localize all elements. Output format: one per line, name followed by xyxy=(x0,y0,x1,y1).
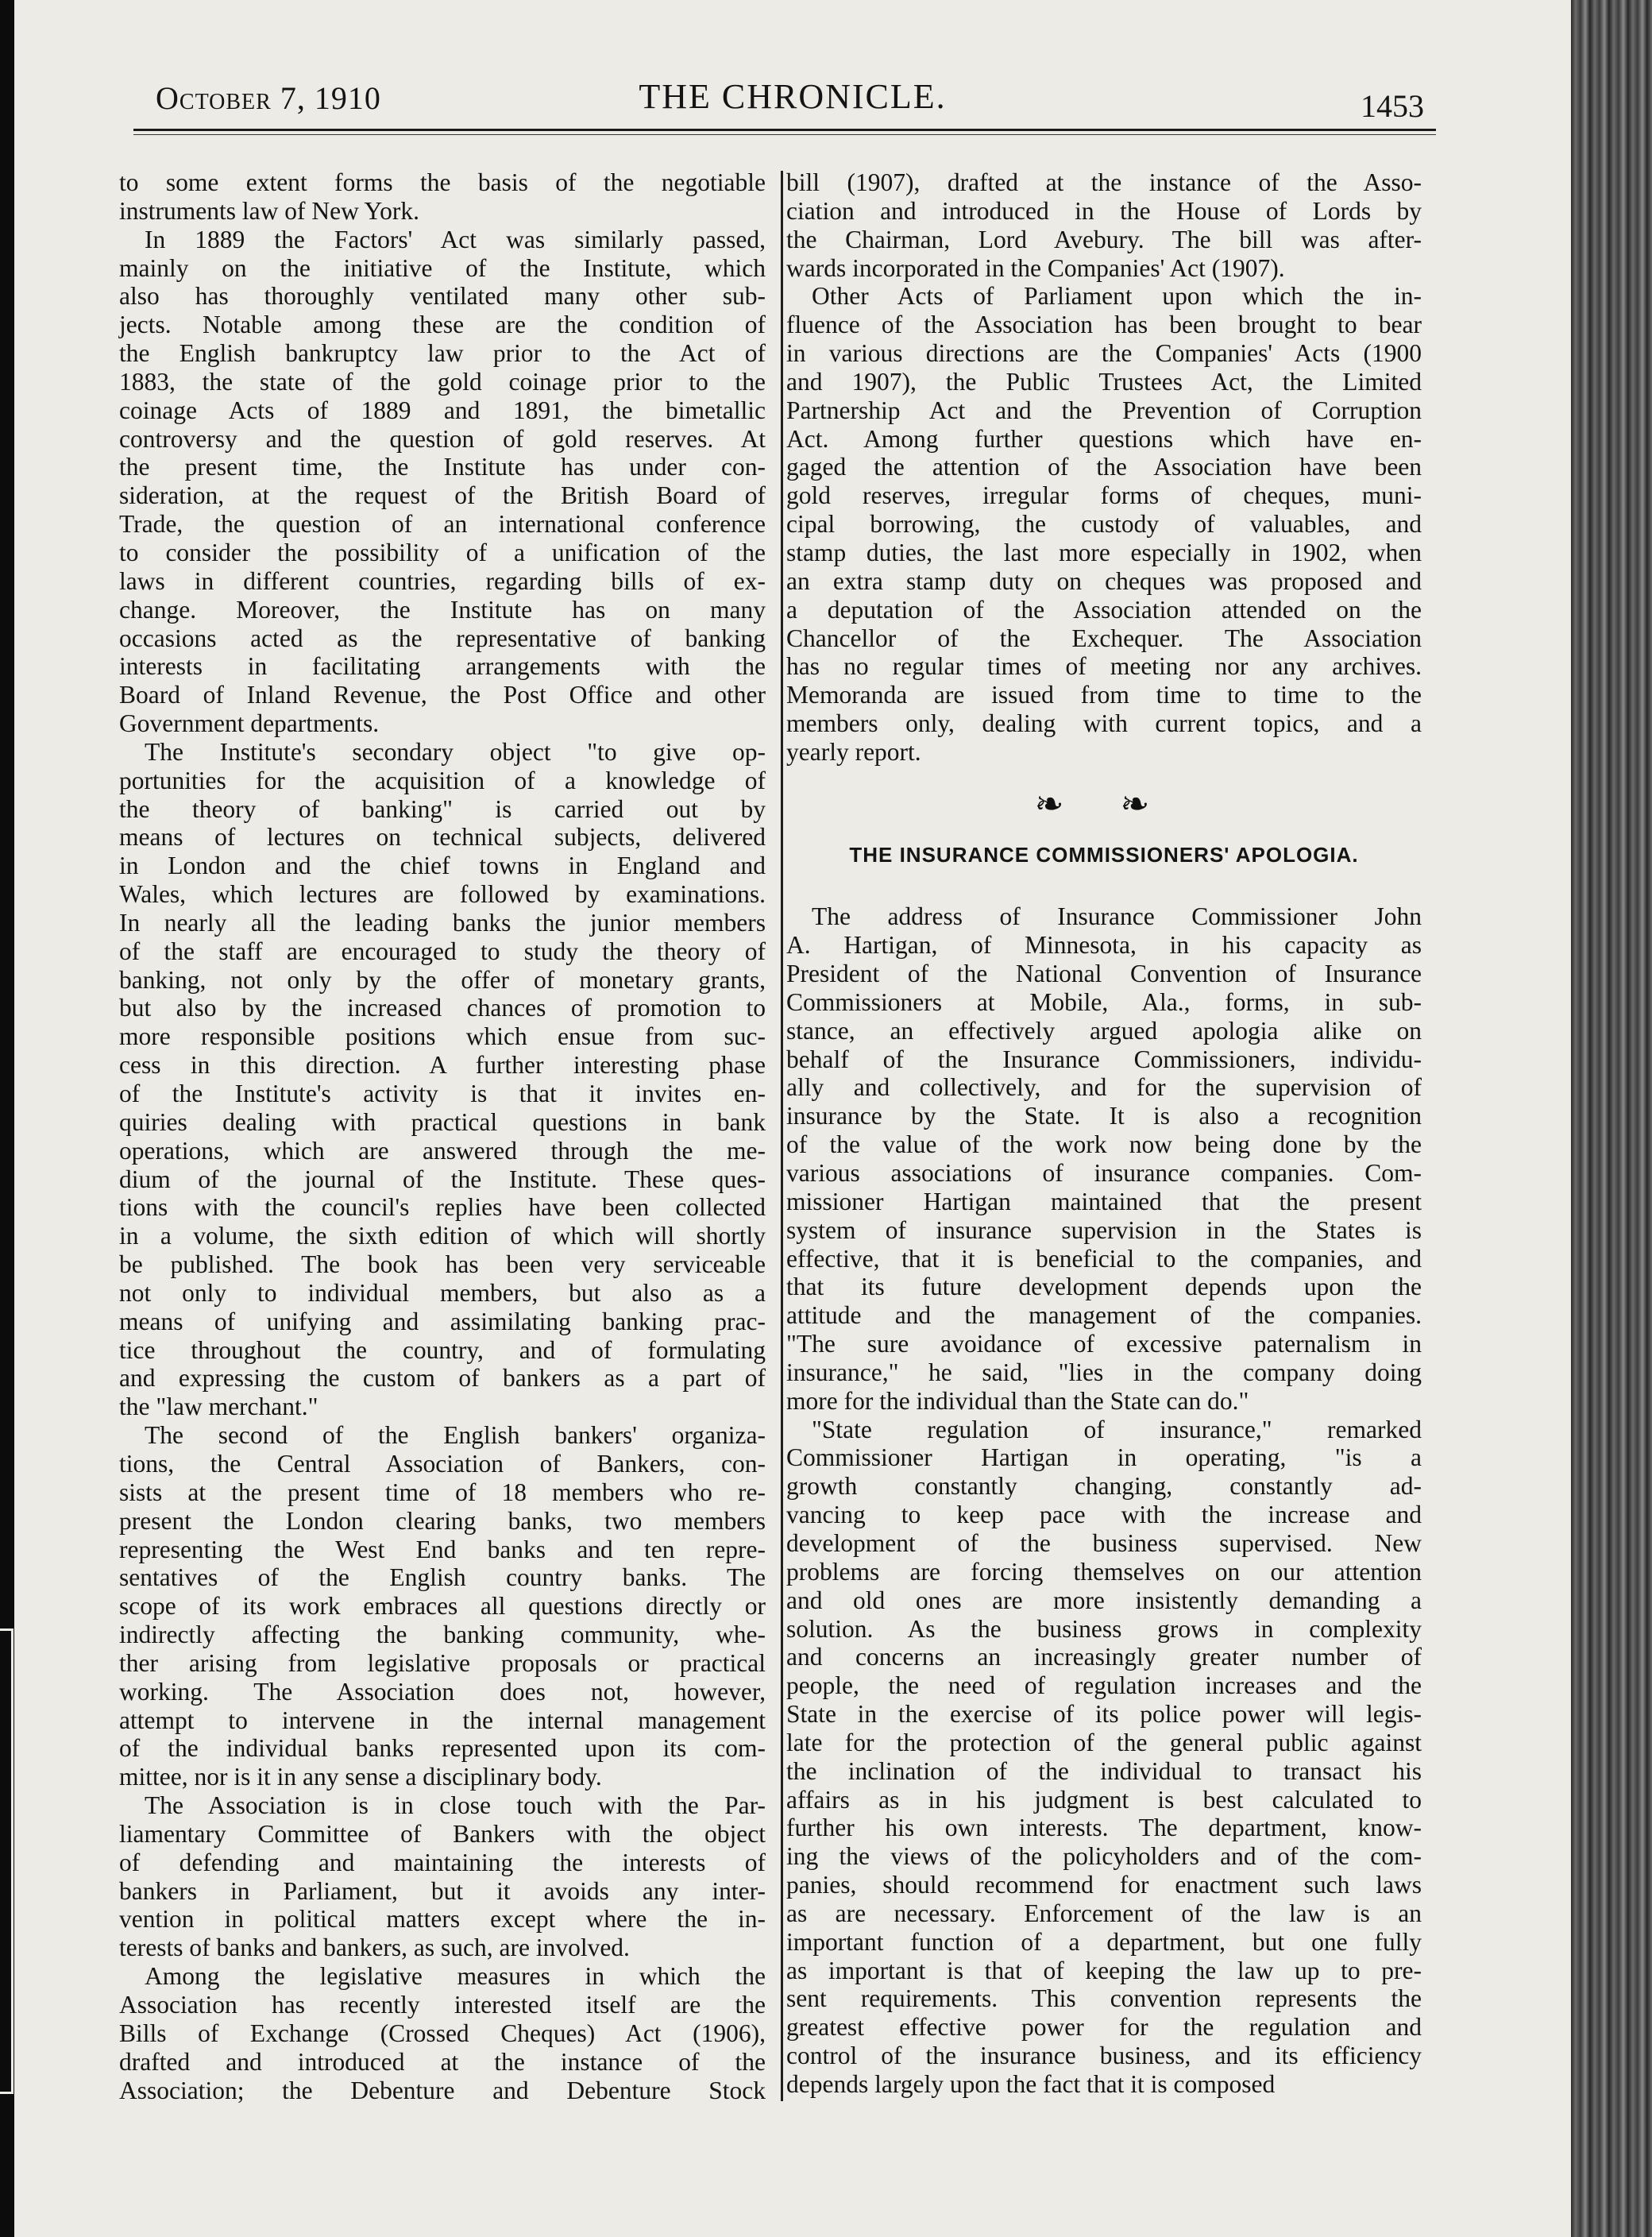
text-line: liamentary Committee of Bankers with the object xyxy=(119,1819,766,1848)
text-line: mittee, nor is it in any sense a disciplinary body. xyxy=(119,1763,602,1791)
text-line: sentatives of the English country banks. The xyxy=(119,1563,766,1592)
text-line: members only, dealing with current topics, and a xyxy=(786,709,1422,738)
article-continuation xyxy=(786,168,1422,767)
text-line: the theory of banking" is carried out by xyxy=(119,794,766,823)
right-column xyxy=(786,168,1422,2099)
text-line: various associations of insurance companies. Com- xyxy=(786,1159,1422,1187)
text-line: further his own interests. The department, know- xyxy=(786,1814,1422,1842)
text-line: working. The Association does not, however, xyxy=(119,1677,766,1706)
text-line: bill (1907), drafted at the instance of the Asso- xyxy=(786,168,1422,196)
text-line: to some extent forms the basis of the negotiable xyxy=(119,168,766,196)
text-line: more responsible positions which ensue from suc- xyxy=(119,1022,766,1051)
text-line: occasions acted as the representative of banking xyxy=(119,624,766,652)
text-line: In nearly all the leading banks the junior members xyxy=(119,908,766,937)
text-line: depends largely upon the fact that it is composed xyxy=(786,2070,1276,2098)
text-line: and old ones are more insistently demanding a xyxy=(786,1586,1422,1614)
text-line: instruments law of New York. xyxy=(119,196,419,225)
text-line: mainly on the initiative of the Institute, which xyxy=(119,253,766,282)
text-line: terests of banks and bankers, as such, are involved. xyxy=(119,1934,630,1962)
header-rule xyxy=(133,129,1436,131)
text-line: effective, that it is beneficial to the companies, and xyxy=(786,1244,1422,1273)
text-line: State in the exercise of its police power will legis- xyxy=(786,1700,1422,1729)
text-line: development of the business supervised. New xyxy=(786,1528,1422,1557)
text-line: affairs as in his judgment is best calculated to xyxy=(786,1785,1422,1814)
text-line: in a volume, the sixth edition of which will shortly xyxy=(119,1222,766,1250)
text-line: drafted and introduced at the instance of the xyxy=(119,2047,766,2076)
text-line: Wales, which lectures are followed by examinations. xyxy=(119,880,766,909)
text-line: interests in facilitating arrangements with the xyxy=(119,652,766,681)
text-line: behalf of the Insurance Commissioners, individu- xyxy=(786,1045,1422,1073)
text-line: Chancellor of the Exchequer. The Association xyxy=(786,624,1422,652)
text-line: The Institute's secondary object "to give op- xyxy=(145,737,766,766)
text-line: In 1889 the Factors' Act was similarly passed, xyxy=(145,225,766,253)
text-line: and expressing the custom of bankers as a part of xyxy=(119,1364,766,1393)
book-spine xyxy=(1571,0,1652,2237)
text-line: missioner Hartigan maintained that the present xyxy=(786,1187,1422,1215)
text-line: stamp duties, the last more especially in 1902, when xyxy=(786,538,1422,566)
text-line: fluence of the Association has been brought to bear xyxy=(786,311,1422,339)
text-line: Among the legislative measures in which the xyxy=(145,1962,766,1991)
text-line: the English bankruptcy law prior to the Act of xyxy=(119,339,766,368)
text-line: the present time, the Institute has under con- xyxy=(119,453,766,481)
text-line: insurance," he said, "lies in the company doing xyxy=(786,1358,1422,1386)
text-line: a deputation of the Association attended on the xyxy=(786,595,1422,624)
text-line: control of the insurance business, and its efficiency xyxy=(786,2042,1422,2070)
text-line: tice throughout the country, and of formulating xyxy=(119,1335,766,1364)
text-line: yearly report. xyxy=(786,737,921,766)
text-line: A. Hartigan, of Minnesota, in his capacity as xyxy=(786,931,1422,960)
text-line: cess in this direction. A further interesting phase xyxy=(119,1051,766,1080)
text-line: insurance by the State. It is also a recognition xyxy=(786,1102,1422,1130)
text-line: The address of Insurance Commissioner John xyxy=(812,902,1422,931)
text-line: late for the protection of the general public against xyxy=(786,1728,1422,1756)
text-line: ally and collectively, and for the supervision of xyxy=(786,1073,1422,1102)
newspaper-page xyxy=(14,0,1571,2237)
text-line: has no regular times of meeting nor any archives. xyxy=(786,652,1422,681)
text-line: controversy and the question of gold reserves. At xyxy=(119,424,766,453)
text-line: means of lectures on technical subjects, delivered xyxy=(119,823,766,852)
text-line: tions, the Central Association of Bankers, con- xyxy=(119,1449,766,1478)
text-line: Commissioners at Mobile, Ala., forms, in sub- xyxy=(786,987,1422,1016)
text-line: Bills of Exchange (Crossed Cheques) Act (1906), xyxy=(119,2019,766,2047)
text-line: banking, not only by the offer of monetary grants, xyxy=(119,965,766,994)
text-line: an extra stamp duty on cheques was proposed and xyxy=(786,566,1422,595)
text-line: representing the West End banks and ten repre- xyxy=(119,1535,766,1563)
text-line: and 1907), the Public Trustees Act, the Limited xyxy=(786,367,1422,396)
text-line: scope of its work embraces all questions directly or xyxy=(119,1592,766,1621)
text-line: of the individual banks represented upon its com- xyxy=(119,1734,766,1763)
text-line: wards incorporated in the Companies' Act (1907). xyxy=(786,253,1285,282)
text-line: of the Institute's activity is that it invites en- xyxy=(119,1080,766,1107)
text-line: problems are forcing themselves on our attention xyxy=(786,1557,1422,1586)
text-line: cipal borrowing, the custody of valuables, and xyxy=(786,510,1422,539)
text-line: also has thoroughly ventilated many other sub- xyxy=(119,282,766,311)
text-line: in various directions are the Companies' Acts (1900 xyxy=(786,339,1422,368)
text-line: Government departments. xyxy=(119,709,380,738)
publication-title: THE CHRONICLE. xyxy=(639,77,947,116)
left-column xyxy=(119,168,766,2104)
text-line: the inclination of the individual to transact his xyxy=(786,1756,1422,1785)
text-line: of the staff are encouraged to study the theory of xyxy=(119,937,766,965)
text-line: gold reserves, irregular forms of cheques, muni- xyxy=(786,481,1422,510)
text-line: and concerns an increasingly greater number of xyxy=(786,1643,1422,1671)
page-edge-mark xyxy=(0,1628,14,2094)
page-header xyxy=(14,76,1571,124)
text-line: portunities for the acquisition of a knowledge of xyxy=(119,766,766,794)
text-line: in London and the chief towns in England and xyxy=(119,852,766,880)
text-line: that its future development depends upon the xyxy=(786,1273,1422,1301)
section-ornament: ❧ ❧ xyxy=(1034,784,1174,824)
text-line: people, the need of regulation increases and the xyxy=(786,1671,1422,1700)
text-line: bankers in Parliament, but it avoids any inter- xyxy=(119,1876,766,1905)
text-line: Partnership Act and the Prevention of Corruption xyxy=(786,396,1422,424)
text-line: to consider the possibility of a unification of the xyxy=(119,538,766,566)
text-line: attempt to intervene in the internal management xyxy=(119,1706,766,1734)
text-line: means of unifying and assimilating banking prac- xyxy=(119,1307,766,1335)
article-title: THE INSURANCE COMMISSIONERS' APOLOGIA. xyxy=(849,842,1359,867)
text-line: Act. Among further questions which have en- xyxy=(786,424,1422,453)
text-line: growth constantly changing, constantly ad- xyxy=(786,1472,1422,1501)
text-line: coinage Acts of 1889 and 1891, the bimetallic xyxy=(119,396,766,424)
text-line: as are necessary. Enforcement of the law is an xyxy=(786,1899,1422,1927)
text-line: not only to individual members, but also as a xyxy=(119,1278,766,1307)
text-line: Board of Inland Revenue, the Post Office and other xyxy=(119,681,766,709)
text-line: jects. Notable among these are the condition of xyxy=(119,311,766,339)
text-line: but also by the increased chances of promotion to xyxy=(119,994,766,1022)
text-line: attitude and the management of the companies. xyxy=(786,1301,1422,1330)
text-line: sists at the present time of 18 members who re- xyxy=(119,1478,766,1506)
issue-date: October 7, 1910 xyxy=(156,80,381,116)
article-body xyxy=(786,902,1422,2098)
text-line: tions with the council's replies have been collected xyxy=(119,1193,766,1222)
text-line: more for the individual than the State can do." xyxy=(786,1386,1249,1415)
text-line: greatest effective power for the regulation and xyxy=(786,2013,1422,2042)
text-line: important function of a department, but one fully xyxy=(786,1927,1422,1956)
text-line: The Association is in close touch with the Par- xyxy=(145,1791,766,1820)
column-divider xyxy=(781,171,783,2101)
text-line: ciation and introduced in the House of Lords by xyxy=(786,196,1422,225)
text-line: panies, should recommend for enactment such laws xyxy=(786,1871,1422,1899)
text-line: sideration, at the request of the British Board of xyxy=(119,481,766,510)
text-line: "The sure avoidance of excessive paternalism in xyxy=(786,1330,1422,1358)
header-rule-thin xyxy=(133,134,1436,135)
text-line: vention in political matters except where the in- xyxy=(119,1905,766,1934)
text-line: "State regulation of insurance," remarked xyxy=(812,1415,1422,1443)
text-line: of the value of the work now being done by the xyxy=(786,1130,1422,1159)
text-line: operations, which are answered through the me- xyxy=(119,1136,766,1165)
text-line: ther arising from legislative proposals or practical xyxy=(119,1648,766,1677)
text-line: laws in different countries, regarding bills of ex- xyxy=(119,566,766,595)
text-line: The second of the English bankers' organiza- xyxy=(145,1421,766,1450)
text-line: indirectly affecting the banking community, whe- xyxy=(119,1621,766,1649)
text-line: be published. The book has been very serviceable xyxy=(119,1250,766,1279)
text-line: stance, an effectively argued apologia alike on xyxy=(786,1016,1422,1045)
text-line: quiries dealing with practical questions in bank xyxy=(119,1107,766,1136)
text-line: of defending and maintaining the interests of xyxy=(119,1848,766,1876)
text-line: the Chairman, Lord Avebury. The bill was after- xyxy=(786,225,1422,253)
text-line: 1883, the state of the gold coinage prior to the xyxy=(119,367,766,396)
text-line: Commissioner Hartigan in operating, "is a xyxy=(786,1443,1422,1472)
text-line: Other Acts of Parliament upon which the in- xyxy=(812,282,1422,311)
text-line: President of the National Convention of Insurance xyxy=(786,960,1422,988)
text-line: Association; the Debenture and Debenture Stock xyxy=(119,2076,766,2104)
text-line: present the London clearing banks, two members xyxy=(119,1506,766,1535)
text-line: the "law merchant." xyxy=(119,1393,318,1421)
text-line: change. Moreover, the Institute has on many xyxy=(119,595,766,624)
text-line: solution. As the business grows in complexity xyxy=(786,1614,1422,1643)
text-line: vancing to keep pace with the increase and xyxy=(786,1501,1422,1529)
page-number: 1453 xyxy=(1361,88,1424,124)
text-line: dium of the journal of the Institute. These ques- xyxy=(119,1165,766,1193)
text-line: Memoranda are issued from time to time to the xyxy=(786,681,1422,709)
text-line: gaged the attention of the Association have been xyxy=(786,453,1422,481)
text-line: Trade, the question of an international conference xyxy=(119,510,766,539)
text-line: as important is that of keeping the law up to pre- xyxy=(786,1956,1422,1984)
text-line: Association has recently interested itself are the xyxy=(119,1991,766,2019)
text-line: ing the views of the policyholders and of the com- xyxy=(786,1842,1422,1871)
text-line: sent requirements. This convention represents the xyxy=(786,1984,1422,2013)
text-line: system of insurance supervision in the States is xyxy=(786,1215,1422,1244)
